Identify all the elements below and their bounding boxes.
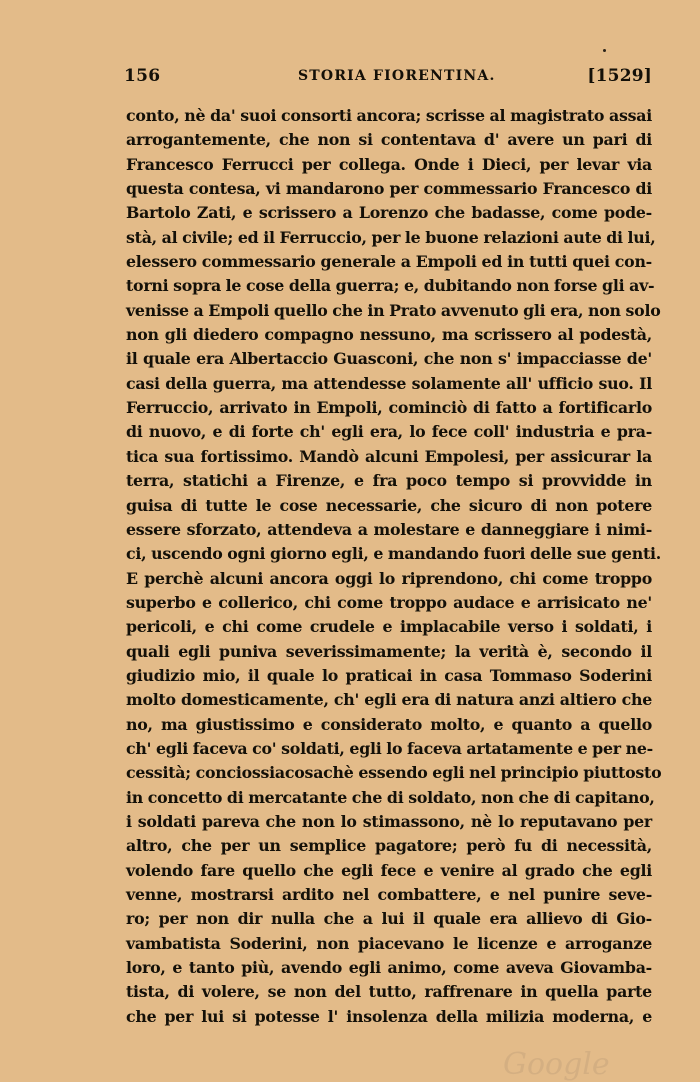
- text-line: casi della guerra, ma attendesse solamente all' ufficio suo. Il: [126, 373, 652, 393]
- text-line: questa contesa, vi mandarono per commessario Francesco di: [126, 179, 652, 199]
- text-line: loro, e tanto più, avendo egli animo, come aveva Giovamba-: [126, 958, 652, 978]
- watermark-logo: Google: [503, 1047, 610, 1082]
- text-line: i soldati pareva che non lo stimassono, nè lo reputavano per: [126, 811, 652, 831]
- text-line: tista, di volere, se non del tutto, raffrenare in quella parte: [126, 982, 652, 1002]
- text-line: no, ma giustissimo e considerato molto, e quanto a quello: [126, 714, 652, 734]
- text-line: torni sopra le cose della guerra; e, dubitando non forse gli av-: [126, 276, 655, 296]
- text-line: ch' egli faceva co' soldati, egli lo faceva artatamente e per ne-: [126, 738, 653, 758]
- text-line: il quale era Albertaccio Guasconi, che non s' impacciasse de': [126, 349, 652, 369]
- text-line: volendo fare quello che egli fece e venire al grado che egli: [126, 860, 652, 880]
- text-line: Francesco Ferrucci per collega. Onde i Dieci, per levar via: [126, 154, 652, 174]
- text-line: essere sforzato, attendeva a molestare e danneggiare i nimi-: [126, 519, 652, 539]
- text-line: arrogantemente, che non si contentava d' avere un pari di: [126, 130, 652, 150]
- text-line: vambatista Soderini, non piacevano le licenze e arroganze: [126, 933, 652, 953]
- text-line: conto, nè da' suoi consorti ancora; scrisse al magistrato assai: [126, 106, 652, 125]
- text-line: di nuovo, e di forte ch' egli era, lo fece coll' industria e pra-: [126, 422, 652, 442]
- text-line: altro, che per un semplice pagatore; però fu di necessità,: [126, 836, 652, 856]
- text-line: Ferruccio, arrivato in Empoli, cominciò di fatto a fortificarlo: [126, 398, 652, 418]
- text-line: ci, uscendo ogni giorno egli, e mandando fuori delle sue genti.: [126, 544, 662, 564]
- text-line: venisse a Empoli quello che in Prato avvenuto gli era, non solo: [126, 300, 661, 320]
- ink-dot: [603, 49, 606, 52]
- text-line: venne, mostrarsi ardito nel combattere, e nel punire seve-: [126, 885, 652, 904]
- text-line: guisa di tutte le cose necessarie, che sicuro di non potere: [126, 495, 652, 515]
- text-line: quali egli puniva severissimamente; la verità è, secondo il: [126, 641, 652, 661]
- text-line: ro; per non dir nulla che a lui il quale era allievo di Gio-: [126, 909, 652, 929]
- text-line: Bartolo Zati, e scrissero a Lorenzo che badasse, come pode-: [126, 203, 652, 223]
- page-number: 156: [124, 66, 161, 86]
- text-line: in concetto di mercatante che di soldato, non che di capitano,: [126, 787, 655, 807]
- text-line: superbo e collerico, chi come troppo audace e arrisicato ne': [126, 592, 652, 612]
- text-line: E perchè alcuni ancora oggi lo riprendono, chi come troppo: [126, 568, 652, 588]
- text-line: stà, al civile; ed il Ferruccio, per le buone relazioni aute di lui,: [126, 227, 656, 247]
- text-line: pericoli, e chi come crudele e implacabile verso i soldati, i: [126, 617, 652, 637]
- running-header: [124, 66, 654, 92]
- text-line: che per lui si potesse l' insolenza della milizia moderna, e: [126, 1006, 652, 1026]
- text-line: giudizio mio, il quale lo praticai in casa Tommaso Soderini: [126, 665, 652, 685]
- text-line: molto domesticamente, ch' egli era di natura anzi altiero che: [126, 690, 652, 710]
- body-text: [126, 104, 662, 1029]
- running-title: STORIA FIORENTINA.: [298, 68, 496, 84]
- text-line: non gli diedero compagno nessuno, ma scrissero al podestà,: [126, 325, 652, 345]
- text-line: cessità; conciossiacosachè essendo egli nel principio piuttosto: [126, 763, 662, 783]
- text-line: terra, statichi a Firenze, e fra poco tempo si provvidde in: [126, 471, 652, 491]
- text-line: elessero commessario generale a Empoli ed in tutti quei con-: [126, 252, 652, 272]
- text-line: tica sua fortissimo. Mandò alcuni Empolesi, per assicurar la: [126, 446, 652, 466]
- year-marker: [1529]: [587, 66, 652, 86]
